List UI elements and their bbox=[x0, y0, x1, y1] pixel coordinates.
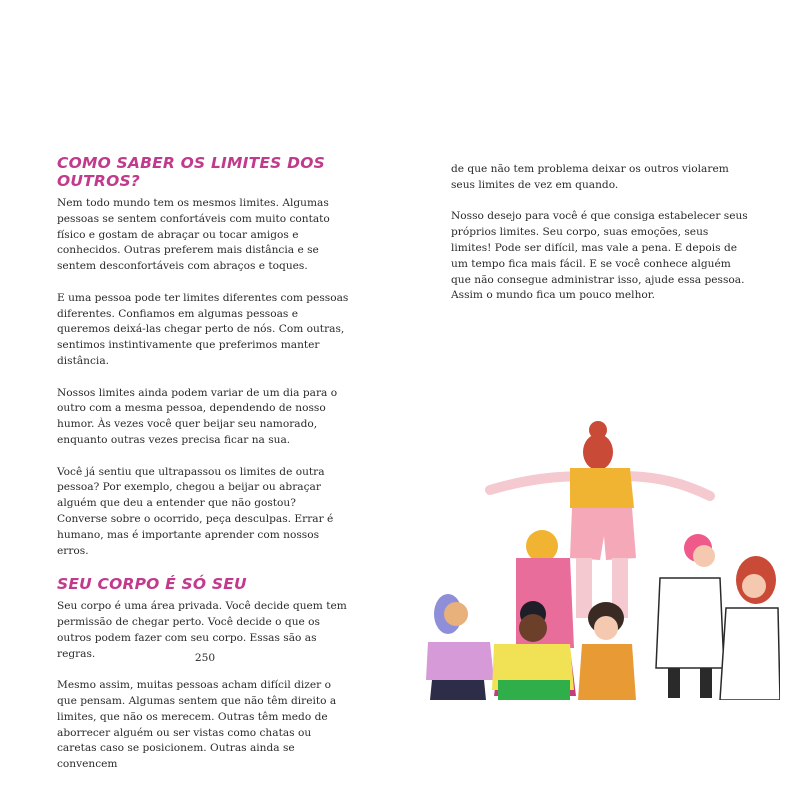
heading-your-body: SEU CORPO É SÓ SEU bbox=[57, 575, 247, 594]
paragraph: E uma pessoa pode ter limites diferentes com pessoas diferentes. Confiamos em algumas pessoas e queremos deixá-las chegar perto de nós. Com outras, sentimos instintivamente que preferimos manter distância. bbox=[57, 291, 349, 367]
paragraph: Mesmo assim, muitas pessoas acham difícil dizer o que pensam. Algumas sentem que não têm direito a limites, que não os merecem. Outras têm medo de aborrecer alguém ou ser vistas como chatas ou caretas caso se posicionem. Outras ainda se convencem bbox=[57, 679, 337, 771]
paragraph: Seu corpo é uma área privada. Você decide quem tem permissão de chegar perto. Você decide o que os outros podem fazer com seu corpo. Essas são as regras. bbox=[57, 600, 347, 660]
paragraph: Nossos limites ainda podem variar de um dia para o outro com a mesma pessoa, dependendo de nosso humor. Às vezes você quer beijar seu namorado, enquanto outras vezes precisa ficar na sua. bbox=[57, 386, 338, 446]
left-page-text bbox=[57, 154, 349, 789]
paragraph: de que não tem problema deixar os outros violarem seus limites de vez em quando. bbox=[451, 163, 729, 191]
paragraph: Nem todo mundo tem os mesmos limites. Algumas pessoas se sentem confortáveis com muito contato físico e gostam de abraçar ou tocar amigos e conhecidos. Outras preferem mais distância e se sentem desconfortáveis com abraços e toques. bbox=[57, 197, 330, 273]
page-number: 250 bbox=[194, 652, 216, 664]
heading-limits-of-others: COMO SABER OS LIMITES DOS OUTROS? bbox=[57, 154, 325, 190]
right-page-text bbox=[451, 162, 751, 320]
people-group-illustration bbox=[420, 418, 780, 700]
paragraph: Você já sentiu que ultrapassou os limites de outra pessoa? Por exemplo, chegou a beijar ou abraçar alguém que deu a entender que não gostou? Converse sobre o ocorrido, peça desculpas. Errar é humano, mas é importante aprender com nossos erros. bbox=[57, 465, 334, 557]
paragraph: Nosso desejo para você é que consiga estabelecer seus próprios limites. Seu corpo, suas emoções, seus limites! Pode ser difícil, mas vale a pena. E depois de um tempo fica mais fácil. E se você conhece alguém que não consegue administrar isso, ajude essa pessoa. Assim o mundo fica um pouco melhor. bbox=[451, 210, 748, 302]
